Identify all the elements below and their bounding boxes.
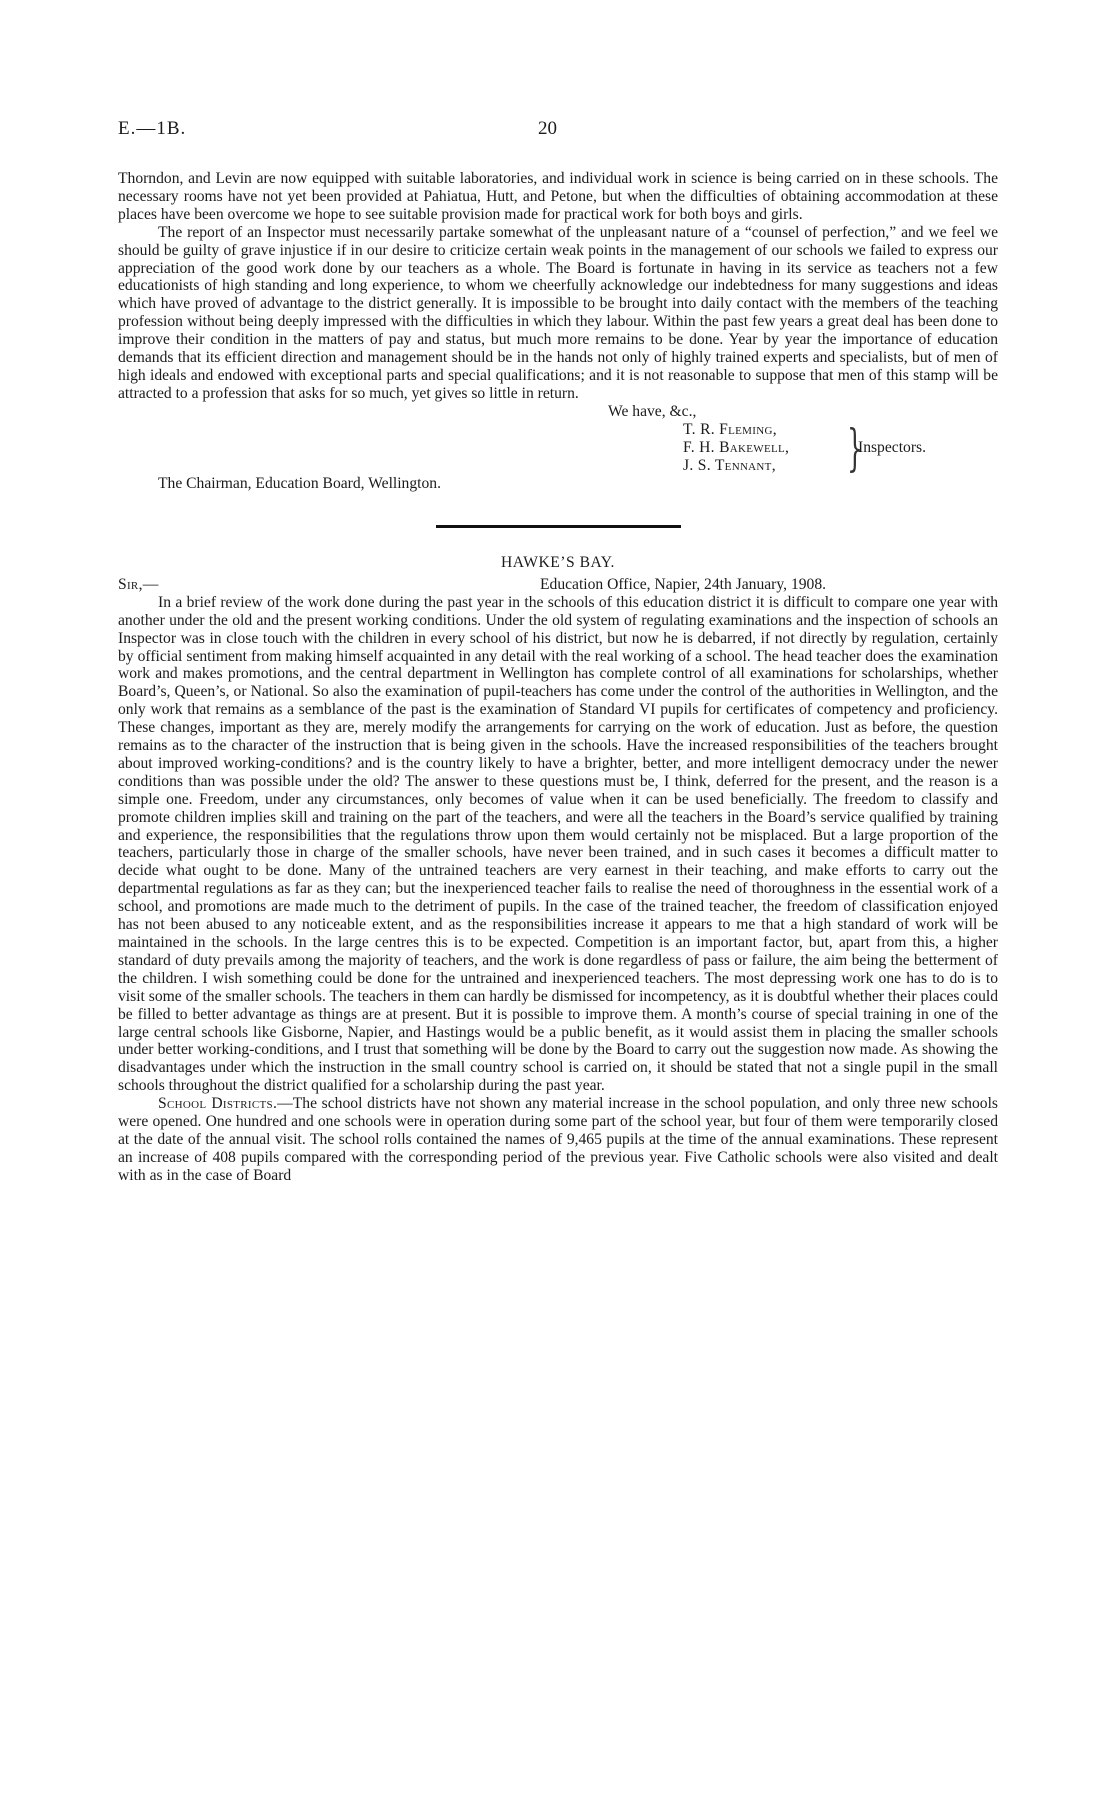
hawkes-bay-paragraph-1: In a brief review of the work done during the past year in the schools of this education district it is difficult to compare one year with another under the old and the present working conditions. Under the old system of regulating examinations and the inspection of schools an Inspector was in close touch with the children in every school of his district, but now he is debarred, if not directly by regulation, certainly by official sentiment from making himself acquainted in any detail with the real working of a school. The head teacher does the examination work and makes promotions, and the central department in Wellington has complete control of all examinations for scholarships, whether Board’s, Queen’s, or National. So also the examination of pupil-teachers has come under the control of the authorities in Wellington, and the only work that remains as a semblance of the past is the examination of Standard VI pupils for certificates of competency and proficiency. These changes, important as they are, merely modify the arrangements for carrying on the work of education. Just as before, the question remains as to the character of the instruction that is being given in the schools. Have the increased responsibilities of the teachers brought about improved working-conditions? and is the country likely to have a brighter, better, and more intelligent democracy under the newer conditions than was possible under the old? The answer to these questions must be, I think, deferred for the present, and the reason is a simple one. Freedom, under any circumstances, only becomes of value when it can be used beneficially. The freedom to classify and promote children implies skill and training on the part of the teachers, and were all the teachers in the Board’s service qualified by training and experience, the responsibilities that the regulations throw upon them would certainly not be misplaced. But a large proportion of the teachers, particularly those in charge of the smaller schools, have never been trained, and in such cases it becomes a difficult matter to decide what ought to be done. Many of the untrained teachers are very earnest in their teaching, and make efforts to carry out the departmental regulations as far as they can; but the inexperienced teacher fails to realise the need of thoroughness in the essential work of a school, and promotions are made much to the detriment of pupils. In the case of the trained teacher, the freedom of classification enjoyed has not been abused to any noticeable extent, and as the responsibilities increase it appears to me that a high standard of work will be maintained in the schools. In the large centres this is to be expected. Competition is an important factor, but, apart from this, a higher standard of duty prevails among the majority of teachers, and the work is done regardless of pass or failure, the aim being the betterment of the children. I wish something could be done for the untrained and inexperienced teachers. The most depressing work one has to do is to visit some of the smaller schools. The teachers in them can hardly be dismissed for incompetency, as it is doubtful whether their places could be filled to better advantage as things are at present. But it is possible to improve them. A month’s course of special training in one of the large central schools like Gisborne, Napier, and Hastings would be a public benefit, as it would assist them in placing the smaller schools under better working-conditions, and I trust that something will be done by the Board to carry out the suggestion now made. As showing the disadvantages under which the instruction in the small country school is carried on, it should be stated that not a single pupil in the small schools throughout the district qualified for a scholarship during the past year. <box>118 593 998 1095</box>
dateline: Education Office, Napier, 24th January, 1908. <box>540 575 827 593</box>
wellington-paragraph-2: The report of an Inspector must necessarily partake somewhat of the unpleasant nature of a “counsel of perfection,” and we feel we should be guilty of grave injustice if in our desire to criticize certain weak points in the management of our schools we failed to express our appreciation of the good work done by our teachers as a whole. The Board is fortunate in having in its service as teachers not a few educationists of high standing and long experience, to whom we cheerfully acknowledge our indebtedness for many suggestions and ideas which have proved of advantage to the district generally. It is impossible to be brought into daily contact with the members of the teaching profession without being deeply impressed with the difficulties in which they labour. Within the past few years a great deal has been done to improve their condition in the matters of pay and status, but much more remains to be done. Year by year the importance of education demands that its efficient direction and management should be in the hands not only of highly trained experts and specialists, but of men of high ideals and endowed with exceptional parts and special qualifications; and it is not reasonable to suppose that men of this stamp will be attracted to a profession that asks for so much, yet gives so little in return. <box>118 223 998 402</box>
section-title: HAWKE’S BAY. <box>501 553 615 571</box>
signatory: J. S. Tennant, <box>683 456 776 474</box>
signatory-role: Inspectors. <box>858 438 926 456</box>
signature-block <box>118 403 998 499</box>
addressee: The Chairman, Education Board, Wellington. <box>158 474 441 492</box>
paragraph-text: —The school districts have not shown any material increase in the school population, and only three new schools were opened. One hundred and one schools were in operation during some part of the school year, but four of them were temporarily closed at the date of the annual visit. The school rolls contained the names of 9,465 pupils at the time of the annual examinations. These represent an increase of 408 pupils compared with the corresponding period of the previous year. Five Catholic schools were also visited and dealt with as in the case of Board <box>118 1095 998 1184</box>
salutation-line <box>118 576 998 594</box>
signatory: T. R. Fleming, <box>683 420 777 438</box>
page-header <box>118 118 998 148</box>
salutation: Sir,— <box>118 575 159 593</box>
hawkes-bay-paragraph-2 <box>118 1095 998 1185</box>
signatory-brace: } <box>846 418 863 477</box>
section-divider <box>436 525 681 528</box>
report-code: E.—1B. <box>118 118 187 139</box>
closing-line: We have, &c., <box>608 402 697 420</box>
signatory: F. H. Bakewell, <box>683 438 790 456</box>
paragraph-heading: School Districts. <box>158 1095 278 1113</box>
wellington-paragraph-1: Thorndon, and Levin are now equipped with suitable laboratories, and individual work in science is being carried on in these schools. The necessary rooms have not yet been provided at Pahiatua, Hutt, and Petone, but when the difficulties of obtaining accommodation at these places have been overcome we hope to see suitable provision made for practical work for both boys and girls. <box>118 170 998 223</box>
signatory-list <box>683 421 789 475</box>
page-number: 20 <box>538 118 557 139</box>
page-body <box>118 170 998 1185</box>
